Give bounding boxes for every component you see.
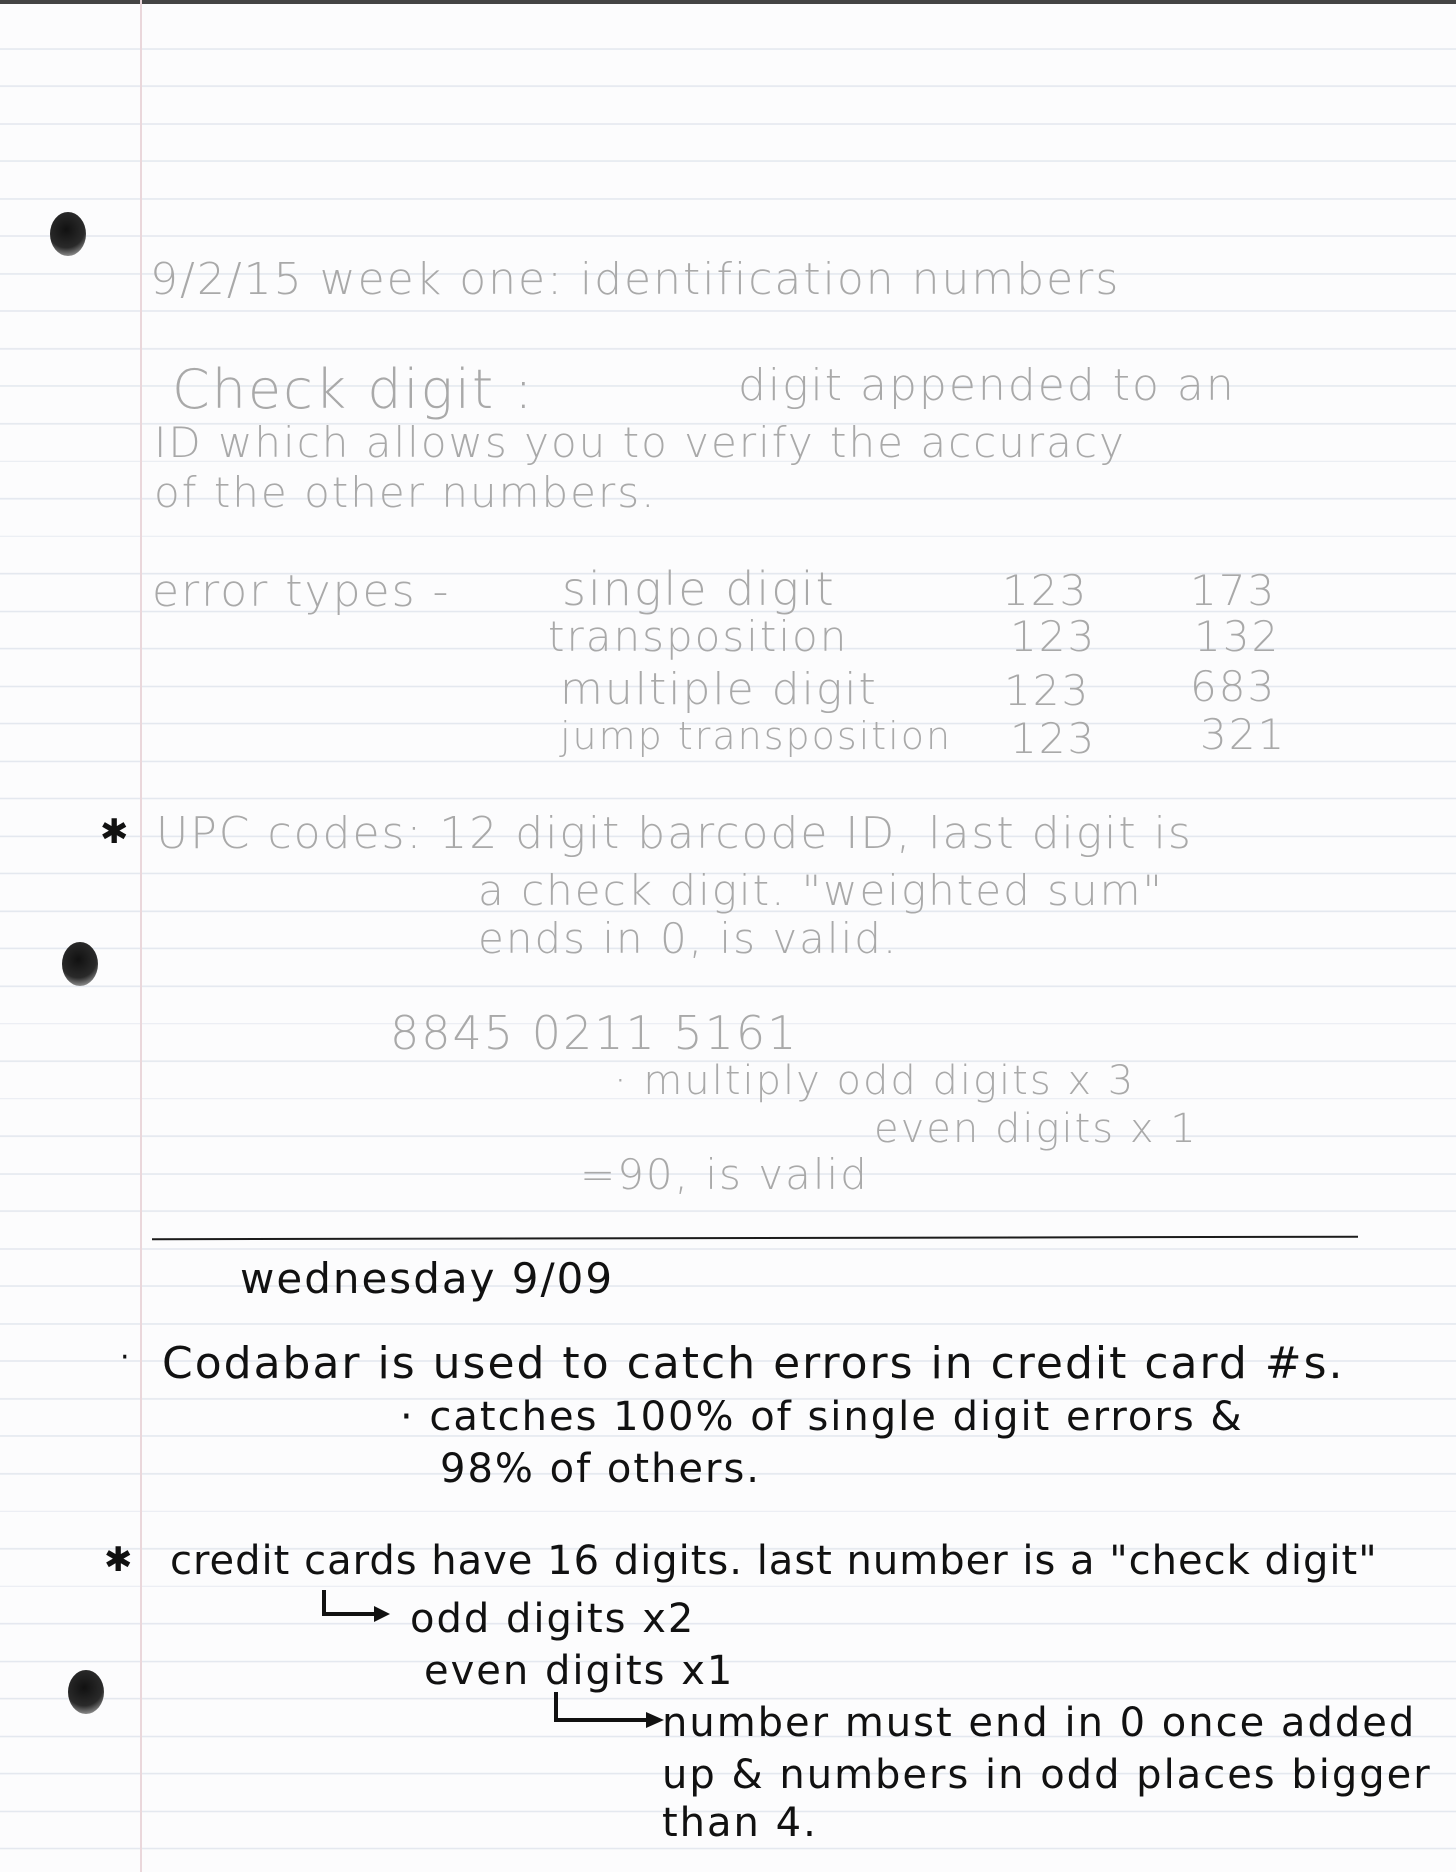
- upc-example-number: 8845 0211 5161: [390, 1006, 799, 1060]
- error-type-example: 173: [1190, 566, 1277, 615]
- error-type-example: 683: [1190, 662, 1277, 711]
- rule-line-2: up & numbers in odd places bigger: [662, 1752, 1432, 1798]
- week-one-heading: 9/2/15 week one: identification numbers: [150, 254, 1121, 305]
- section-divider: [152, 1236, 1358, 1241]
- punch-hole: [62, 942, 98, 986]
- error-type-name: single digit: [562, 562, 836, 616]
- upc-line-3: ends in 0, is valid.: [478, 914, 899, 963]
- rule-line-1: number must end in 0 once added: [662, 1700, 1417, 1746]
- error-type-name: multiple digit: [560, 664, 878, 715]
- star-mark: ✱: [104, 1540, 133, 1580]
- codabar-line-1: Codabar is used to catch errors in credit card #s.: [162, 1338, 1345, 1389]
- bullet-dot: ·: [120, 1340, 132, 1375]
- error-type-original: 123: [1010, 714, 1097, 763]
- odd-digits-x2: odd digits x2: [410, 1596, 696, 1642]
- upc-result: =90, is valid: [580, 1150, 869, 1199]
- check-digit-def-line-3: of the other numbers.: [154, 468, 657, 517]
- upc-line-1: UPC codes: 12 digit barcode ID, last digit is: [156, 808, 1193, 859]
- multiply-odd-digits: · multiply odd digits x 3: [614, 1058, 1136, 1104]
- even-digits-x1: even digits x 1: [874, 1106, 1198, 1152]
- rule-line-3: than 4.: [662, 1800, 818, 1846]
- even-digits-x1-cc: even digits x1: [424, 1648, 735, 1694]
- check-digit-def-line-1: digit appended to an: [738, 360, 1236, 411]
- arrow-icon: [550, 1690, 668, 1736]
- codabar-line-2: · catches 100% of single digit errors &: [400, 1394, 1244, 1440]
- upc-line-2: a check digit. "weighted sum": [478, 866, 1164, 915]
- star-mark: ✱: [100, 812, 129, 852]
- error-types-label: error types -: [152, 566, 451, 617]
- error-type-example: 132: [1194, 612, 1281, 661]
- codabar-line-3: 98% of others.: [440, 1446, 762, 1492]
- error-type-name: jump transposition: [560, 714, 953, 758]
- punch-hole: [50, 212, 86, 256]
- page-top-edge: [0, 0, 1456, 4]
- punch-hole: [68, 1670, 104, 1714]
- error-type-original: 123: [1002, 566, 1089, 615]
- credit-cards-line: credit cards have 16 digits. last number is a "check digit": [170, 1538, 1378, 1584]
- error-type-original: 123: [1004, 666, 1091, 715]
- error-type-original: 123: [1010, 612, 1097, 661]
- error-type-name: transposition: [548, 612, 849, 661]
- margin-line: [140, 0, 142, 1872]
- wednesday-heading: wednesday 9/09: [240, 1254, 615, 1303]
- error-type-example: 321: [1200, 710, 1287, 759]
- check-digit-def-line-2: ID which allows you to verify the accuracy: [154, 418, 1126, 467]
- arrow-icon: [318, 1588, 394, 1628]
- check-digit-term: Check digit :: [172, 358, 535, 421]
